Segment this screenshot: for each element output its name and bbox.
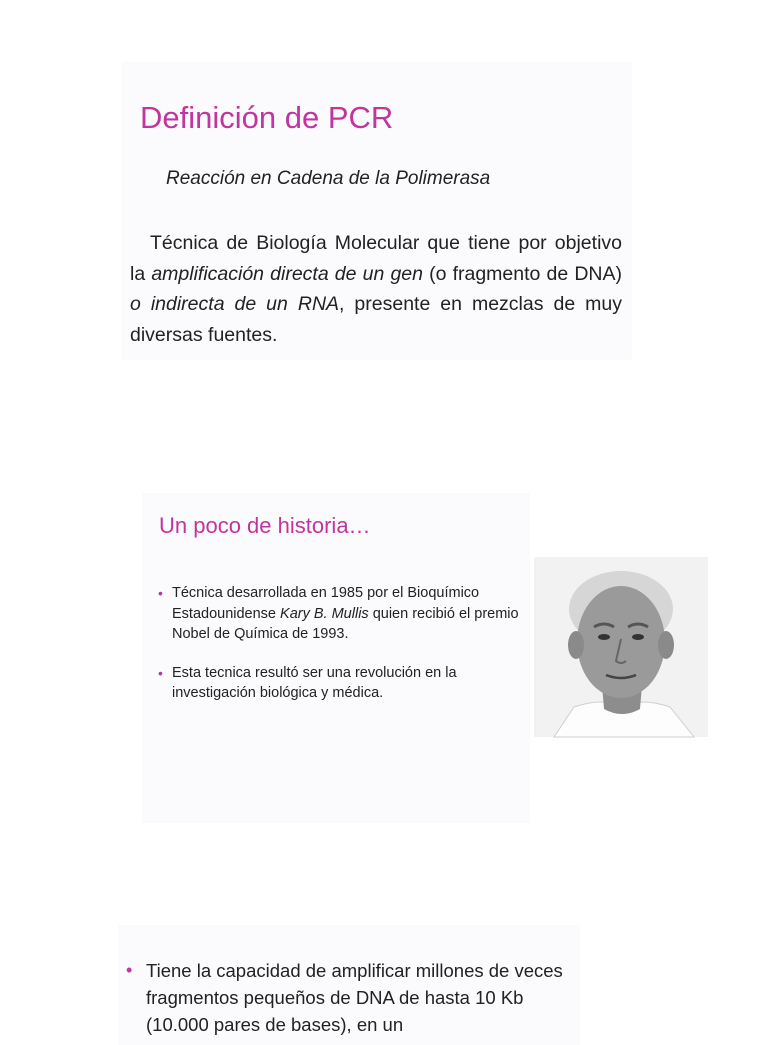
- text-segment: Técnica de Biología Molecular que tiene por objetivo la: [130, 232, 622, 285]
- definition-paragraph: [130, 228, 622, 350]
- bullet-list: [126, 957, 576, 1038]
- slide-pcr-definition: [122, 62, 632, 360]
- bullet-icon: •: [158, 664, 163, 681]
- portrait-photo: [534, 557, 708, 737]
- bullet-icon: •: [158, 585, 163, 601]
- text-segment: Esta tecnica resultó ser una revolución en la investigación biológica y médica.: [172, 664, 457, 701]
- list-item: [126, 957, 576, 1038]
- list-item: [158, 663, 528, 704]
- slide-title: Un poco de historia…: [159, 513, 371, 538]
- list-item: [158, 583, 528, 645]
- text-segment: Tiene la capacidad de amplificar millones de veces fragmentos pequeños de DNA de hasta 10 Kb (10.000 pares de bases), en un: [146, 960, 563, 1035]
- bullet-icon: •: [126, 960, 133, 980]
- italic-text-segment: Kary B. Mullis: [280, 605, 369, 622]
- text-segment: (o fragmento de DNA): [422, 262, 622, 285]
- text-segment: Técnica desarrollada en 1985 por el Bioquímico Estadounidense: [172, 585, 480, 622]
- slide-history: [142, 493, 530, 823]
- slide-title: Definición de PCR: [140, 100, 394, 135]
- slide-subtitle: Reacción en Cadena de la Polimerasa: [166, 168, 491, 189]
- slide-capabilities: [118, 925, 580, 1045]
- italic-text-segment: o indirecta de un RNA: [130, 293, 340, 315]
- text-segment: quien recibió el premio Nobel de Química de 1993.: [172, 605, 519, 642]
- bullet-list: [158, 583, 528, 722]
- portrait-illustration: [534, 557, 708, 737]
- text-segment: , presente en mezclas de muy diversas fuentes.: [130, 293, 622, 346]
- italic-text-segment: amplificación directa de un gen: [151, 262, 423, 285]
